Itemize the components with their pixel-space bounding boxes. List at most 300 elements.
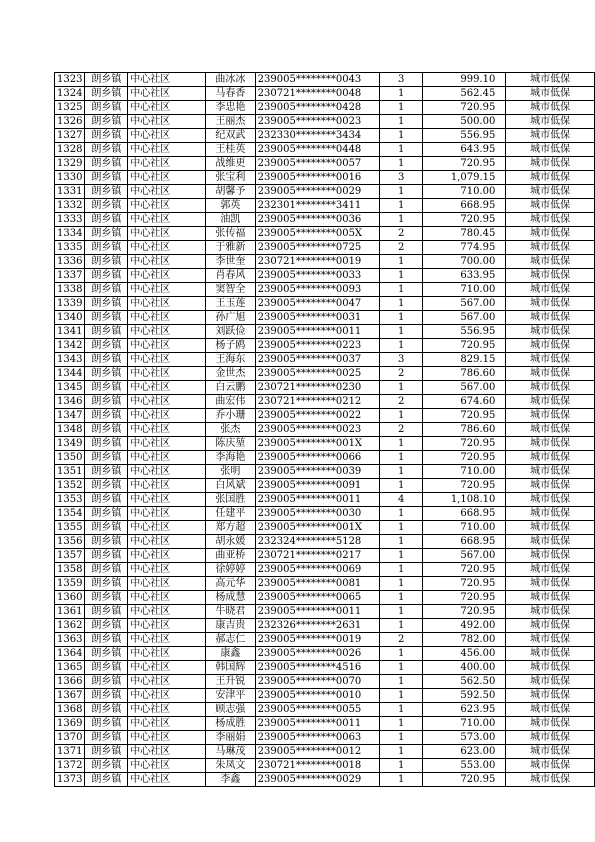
town-cell: 朗乡镇 bbox=[85, 129, 128, 143]
name-cell: 战维更 bbox=[206, 157, 256, 171]
row-number-cell: 1361 bbox=[55, 605, 85, 619]
name-cell: 王丽杰 bbox=[206, 115, 256, 129]
table-row bbox=[55, 437, 595, 451]
id-number-cell: 232301********3411 bbox=[255, 199, 380, 213]
name-cell: 陈庆堃 bbox=[206, 437, 256, 451]
id-number-cell: 239005********001X bbox=[255, 521, 380, 535]
household-size-cell: 1 bbox=[380, 759, 423, 773]
id-number-cell: 239005********0047 bbox=[255, 297, 380, 311]
amount-cell: 780.45 bbox=[423, 227, 506, 241]
community-cell: 中心社区 bbox=[128, 731, 206, 745]
amount-cell: 567.00 bbox=[423, 311, 506, 325]
row-number-cell: 1332 bbox=[55, 199, 85, 213]
id-number-cell: 230721********0018 bbox=[255, 759, 380, 773]
community-cell: 中心社区 bbox=[128, 367, 206, 381]
id-number-cell: 239005********0011 bbox=[255, 493, 380, 507]
household-size-cell: 4 bbox=[380, 493, 423, 507]
row-number-cell: 1367 bbox=[55, 689, 85, 703]
town-cell: 朗乡镇 bbox=[85, 633, 128, 647]
town-cell: 朗乡镇 bbox=[85, 535, 128, 549]
household-size-cell: 1 bbox=[380, 465, 423, 479]
row-number-cell: 1350 bbox=[55, 451, 85, 465]
table-row bbox=[55, 619, 595, 633]
town-cell: 朗乡镇 bbox=[85, 381, 128, 395]
row-number-cell: 1357 bbox=[55, 549, 85, 563]
table-row bbox=[55, 269, 595, 283]
amount-cell: 720.95 bbox=[423, 437, 506, 451]
row-number-cell: 1337 bbox=[55, 269, 85, 283]
row-number-cell: 1333 bbox=[55, 213, 85, 227]
community-cell: 中心社区 bbox=[128, 199, 206, 213]
household-size-cell: 1 bbox=[380, 115, 423, 129]
name-cell: 高元华 bbox=[206, 577, 256, 591]
community-cell: 中心社区 bbox=[128, 759, 206, 773]
id-number-cell: 239005********0033 bbox=[255, 269, 380, 283]
community-cell: 中心社区 bbox=[128, 339, 206, 353]
household-size-cell: 1 bbox=[380, 717, 423, 731]
name-cell: 杨成胜 bbox=[206, 717, 256, 731]
household-size-cell: 1 bbox=[380, 157, 423, 171]
community-cell: 中心社区 bbox=[128, 269, 206, 283]
amount-cell: 720.95 bbox=[423, 591, 506, 605]
household-size-cell: 1 bbox=[380, 703, 423, 717]
household-size-cell: 1 bbox=[380, 773, 423, 787]
table-row bbox=[55, 241, 595, 255]
household-size-cell: 2 bbox=[380, 423, 423, 437]
category-cell: 城市低保 bbox=[506, 437, 595, 451]
table-row bbox=[55, 647, 595, 661]
household-size-cell: 1 bbox=[380, 129, 423, 143]
id-number-cell: 239005********0023 bbox=[255, 423, 380, 437]
id-number-cell: 239005********0012 bbox=[255, 745, 380, 759]
town-cell: 朗乡镇 bbox=[85, 325, 128, 339]
table-row bbox=[55, 115, 595, 129]
id-number-cell: 239005********0037 bbox=[255, 353, 380, 367]
row-number-cell: 1344 bbox=[55, 367, 85, 381]
category-cell: 城市低保 bbox=[506, 297, 595, 311]
row-number-cell: 1323 bbox=[55, 73, 85, 87]
town-cell: 朗乡镇 bbox=[85, 703, 128, 717]
amount-cell: 623.95 bbox=[423, 703, 506, 717]
name-cell: 胡馨予 bbox=[206, 185, 256, 199]
community-cell: 中心社区 bbox=[128, 745, 206, 759]
category-cell: 城市低保 bbox=[506, 255, 595, 269]
name-cell: 白风斌 bbox=[206, 479, 256, 493]
category-cell: 城市低保 bbox=[506, 199, 595, 213]
name-cell: 孙广旭 bbox=[206, 311, 256, 325]
table-row bbox=[55, 731, 595, 745]
community-cell: 中心社区 bbox=[128, 283, 206, 297]
table-row bbox=[55, 675, 595, 689]
table-row bbox=[55, 367, 595, 381]
amount-cell: 562.45 bbox=[423, 87, 506, 101]
row-number-cell: 1356 bbox=[55, 535, 85, 549]
category-cell: 城市低保 bbox=[506, 451, 595, 465]
town-cell: 朗乡镇 bbox=[85, 241, 128, 255]
id-number-cell: 230721********0217 bbox=[255, 549, 380, 563]
category-cell: 城市低保 bbox=[506, 479, 595, 493]
name-cell: 马春香 bbox=[206, 87, 256, 101]
table-row bbox=[55, 661, 595, 675]
row-number-cell: 1331 bbox=[55, 185, 85, 199]
name-cell: 曲亚桥 bbox=[206, 549, 256, 563]
id-number-cell: 232324********5128 bbox=[255, 535, 380, 549]
name-cell: 王升锐 bbox=[206, 675, 256, 689]
table-row bbox=[55, 773, 595, 787]
amount-cell: 710.00 bbox=[423, 283, 506, 297]
table-row bbox=[55, 353, 595, 367]
category-cell: 城市低保 bbox=[506, 129, 595, 143]
name-cell: 顾志强 bbox=[206, 703, 256, 717]
community-cell: 中心社区 bbox=[128, 521, 206, 535]
id-number-cell: 239005********0223 bbox=[255, 339, 380, 353]
community-cell: 中心社区 bbox=[128, 101, 206, 115]
name-cell: 曲冰冰 bbox=[206, 73, 256, 87]
name-cell: 纪双武 bbox=[206, 129, 256, 143]
category-cell: 城市低保 bbox=[506, 507, 595, 521]
amount-cell: 720.95 bbox=[423, 577, 506, 591]
household-size-cell: 1 bbox=[380, 283, 423, 297]
household-size-cell: 1 bbox=[380, 143, 423, 157]
table-row bbox=[55, 185, 595, 199]
row-number-cell: 1346 bbox=[55, 395, 85, 409]
amount-cell: 720.95 bbox=[423, 409, 506, 423]
amount-cell: 710.00 bbox=[423, 521, 506, 535]
category-cell: 城市低保 bbox=[506, 115, 595, 129]
category-cell: 城市低保 bbox=[506, 647, 595, 661]
row-number-cell: 1366 bbox=[55, 675, 85, 689]
town-cell: 朗乡镇 bbox=[85, 101, 128, 115]
household-size-cell: 1 bbox=[380, 381, 423, 395]
table-row bbox=[55, 507, 595, 521]
category-cell: 城市低保 bbox=[506, 619, 595, 633]
amount-cell: 400.00 bbox=[423, 661, 506, 675]
household-size-cell: 1 bbox=[380, 689, 423, 703]
row-number-cell: 1354 bbox=[55, 507, 85, 521]
table-row bbox=[55, 73, 595, 87]
name-cell: 朱凤文 bbox=[206, 759, 256, 773]
category-cell: 城市低保 bbox=[506, 745, 595, 759]
amount-cell: 1,079.15 bbox=[423, 171, 506, 185]
row-number-cell: 1338 bbox=[55, 283, 85, 297]
community-cell: 中心社区 bbox=[128, 227, 206, 241]
community-cell: 中心社区 bbox=[128, 535, 206, 549]
amount-cell: 668.95 bbox=[423, 199, 506, 213]
town-cell: 朗乡镇 bbox=[85, 591, 128, 605]
household-size-cell: 1 bbox=[380, 619, 423, 633]
community-cell: 中心社区 bbox=[128, 381, 206, 395]
row-number-cell: 1347 bbox=[55, 409, 85, 423]
category-cell: 城市低保 bbox=[506, 591, 595, 605]
id-number-cell: 239005********0026 bbox=[255, 647, 380, 661]
category-cell: 城市低保 bbox=[506, 311, 595, 325]
household-size-cell: 1 bbox=[380, 269, 423, 283]
id-number-cell: 230721********0230 bbox=[255, 381, 380, 395]
relief-roster-table bbox=[54, 72, 595, 787]
table-row bbox=[55, 451, 595, 465]
household-size-cell: 1 bbox=[380, 675, 423, 689]
row-number-cell: 1329 bbox=[55, 157, 85, 171]
household-size-cell: 1 bbox=[380, 311, 423, 325]
household-size-cell: 3 bbox=[380, 171, 423, 185]
town-cell: 朗乡镇 bbox=[85, 353, 128, 367]
town-cell: 朗乡镇 bbox=[85, 689, 128, 703]
row-number-cell: 1328 bbox=[55, 143, 85, 157]
category-cell: 城市低保 bbox=[506, 535, 595, 549]
row-number-cell: 1351 bbox=[55, 465, 85, 479]
category-cell: 城市低保 bbox=[506, 157, 595, 171]
household-size-cell: 1 bbox=[380, 297, 423, 311]
table-row bbox=[55, 325, 595, 339]
id-number-cell: 239005********0081 bbox=[255, 577, 380, 591]
town-cell: 朗乡镇 bbox=[85, 185, 128, 199]
community-cell: 中心社区 bbox=[128, 395, 206, 409]
table-row bbox=[55, 227, 595, 241]
row-number-cell: 1348 bbox=[55, 423, 85, 437]
amount-cell: 720.95 bbox=[423, 563, 506, 577]
community-cell: 中心社区 bbox=[128, 479, 206, 493]
household-size-cell: 1 bbox=[380, 745, 423, 759]
household-size-cell: 1 bbox=[380, 101, 423, 115]
community-cell: 中心社区 bbox=[128, 143, 206, 157]
category-cell: 城市低保 bbox=[506, 227, 595, 241]
table-row bbox=[55, 633, 595, 647]
table-row bbox=[55, 605, 595, 619]
community-cell: 中心社区 bbox=[128, 311, 206, 325]
name-cell: 窦智全 bbox=[206, 283, 256, 297]
category-cell: 城市低保 bbox=[506, 241, 595, 255]
community-cell: 中心社区 bbox=[128, 409, 206, 423]
id-number-cell: 239005********0023 bbox=[255, 115, 380, 129]
town-cell: 朗乡镇 bbox=[85, 297, 128, 311]
id-number-cell: 232330********3434 bbox=[255, 129, 380, 143]
id-number-cell: 239005********0030 bbox=[255, 507, 380, 521]
household-size-cell: 1 bbox=[380, 577, 423, 591]
name-cell: 马琳茂 bbox=[206, 745, 256, 759]
household-size-cell: 1 bbox=[380, 507, 423, 521]
category-cell: 城市低保 bbox=[506, 171, 595, 185]
household-size-cell: 1 bbox=[380, 521, 423, 535]
id-number-cell: 239005********001X bbox=[255, 437, 380, 451]
household-size-cell: 1 bbox=[380, 255, 423, 269]
row-number-cell: 1335 bbox=[55, 241, 85, 255]
amount-cell: 562.50 bbox=[423, 675, 506, 689]
amount-cell: 623.00 bbox=[423, 745, 506, 759]
town-cell: 朗乡镇 bbox=[85, 213, 128, 227]
amount-cell: 1,108.10 bbox=[423, 493, 506, 507]
table-row bbox=[55, 717, 595, 731]
category-cell: 城市低保 bbox=[506, 339, 595, 353]
community-cell: 中心社区 bbox=[128, 661, 206, 675]
town-cell: 朗乡镇 bbox=[85, 143, 128, 157]
amount-cell: 668.95 bbox=[423, 507, 506, 521]
community-cell: 中心社区 bbox=[128, 325, 206, 339]
amount-cell: 592.50 bbox=[423, 689, 506, 703]
amount-cell: 782.00 bbox=[423, 633, 506, 647]
town-cell: 朗乡镇 bbox=[85, 367, 128, 381]
row-number-cell: 1369 bbox=[55, 717, 85, 731]
id-number-cell: 239005********0019 bbox=[255, 633, 380, 647]
amount-cell: 633.95 bbox=[423, 269, 506, 283]
household-size-cell: 2 bbox=[380, 227, 423, 241]
row-number-cell: 1327 bbox=[55, 129, 85, 143]
id-number-cell: 239005********0066 bbox=[255, 451, 380, 465]
town-cell: 朗乡镇 bbox=[85, 661, 128, 675]
id-number-cell: 239005********005X bbox=[255, 227, 380, 241]
id-number-cell: 230721********0048 bbox=[255, 87, 380, 101]
name-cell: 白云鹏 bbox=[206, 381, 256, 395]
id-number-cell: 239005********0031 bbox=[255, 311, 380, 325]
name-cell: 郭英 bbox=[206, 199, 256, 213]
household-size-cell: 1 bbox=[380, 213, 423, 227]
row-number-cell: 1362 bbox=[55, 619, 85, 633]
amount-cell: 643.95 bbox=[423, 143, 506, 157]
town-cell: 朗乡镇 bbox=[85, 199, 128, 213]
name-cell: 于雅新 bbox=[206, 241, 256, 255]
table-row bbox=[55, 339, 595, 353]
town-cell: 朗乡镇 bbox=[85, 549, 128, 563]
amount-cell: 720.95 bbox=[423, 451, 506, 465]
amount-cell: 567.00 bbox=[423, 381, 506, 395]
name-cell: 油凯 bbox=[206, 213, 256, 227]
town-cell: 朗乡镇 bbox=[85, 157, 128, 171]
amount-cell: 786.60 bbox=[423, 367, 506, 381]
amount-cell: 720.95 bbox=[423, 101, 506, 115]
table-row bbox=[55, 423, 595, 437]
town-cell: 朗乡镇 bbox=[85, 731, 128, 745]
table-row bbox=[55, 745, 595, 759]
category-cell: 城市低保 bbox=[506, 185, 595, 199]
amount-cell: 567.00 bbox=[423, 297, 506, 311]
amount-cell: 720.95 bbox=[423, 213, 506, 227]
town-cell: 朗乡镇 bbox=[85, 717, 128, 731]
row-number-cell: 1370 bbox=[55, 731, 85, 745]
row-number-cell: 1353 bbox=[55, 493, 85, 507]
community-cell: 中心社区 bbox=[128, 647, 206, 661]
town-cell: 朗乡镇 bbox=[85, 423, 128, 437]
table-row bbox=[55, 689, 595, 703]
household-size-cell: 1 bbox=[380, 199, 423, 213]
amount-cell: 720.95 bbox=[423, 339, 506, 353]
community-cell: 中心社区 bbox=[128, 773, 206, 787]
household-size-cell: 2 bbox=[380, 395, 423, 409]
household-size-cell: 1 bbox=[380, 479, 423, 493]
town-cell: 朗乡镇 bbox=[85, 339, 128, 353]
category-cell: 城市低保 bbox=[506, 661, 595, 675]
name-cell: 李鑫 bbox=[206, 773, 256, 787]
row-number-cell: 1341 bbox=[55, 325, 85, 339]
amount-cell: 553.00 bbox=[423, 759, 506, 773]
town-cell: 朗乡镇 bbox=[85, 605, 128, 619]
amount-cell: 567.00 bbox=[423, 549, 506, 563]
amount-cell: 500.00 bbox=[423, 115, 506, 129]
town-cell: 朗乡镇 bbox=[85, 479, 128, 493]
community-cell: 中心社区 bbox=[128, 619, 206, 633]
id-number-cell: 239005********0428 bbox=[255, 101, 380, 115]
row-number-cell: 1326 bbox=[55, 115, 85, 129]
table-row bbox=[55, 563, 595, 577]
row-number-cell: 1340 bbox=[55, 311, 85, 325]
town-cell: 朗乡镇 bbox=[85, 563, 128, 577]
community-cell: 中心社区 bbox=[128, 465, 206, 479]
table-row bbox=[55, 157, 595, 171]
name-cell: 王桂英 bbox=[206, 143, 256, 157]
table-row bbox=[55, 199, 595, 213]
amount-cell: 720.95 bbox=[423, 773, 506, 787]
amount-cell: 720.95 bbox=[423, 479, 506, 493]
category-cell: 城市低保 bbox=[506, 689, 595, 703]
row-number-cell: 1371 bbox=[55, 745, 85, 759]
name-cell: 曲宏伟 bbox=[206, 395, 256, 409]
row-number-cell: 1352 bbox=[55, 479, 85, 493]
name-cell: 张明 bbox=[206, 465, 256, 479]
town-cell: 朗乡镇 bbox=[85, 675, 128, 689]
town-cell: 朗乡镇 bbox=[85, 465, 128, 479]
row-number-cell: 1343 bbox=[55, 353, 85, 367]
table-row bbox=[55, 213, 595, 227]
name-cell: 张宝利 bbox=[206, 171, 256, 185]
category-cell: 城市低保 bbox=[506, 577, 595, 591]
amount-cell: 573.00 bbox=[423, 731, 506, 745]
id-number-cell: 239005********0725 bbox=[255, 241, 380, 255]
household-size-cell: 1 bbox=[380, 731, 423, 745]
category-cell: 城市低保 bbox=[506, 381, 595, 395]
category-cell: 城市低保 bbox=[506, 353, 595, 367]
household-size-cell: 1 bbox=[380, 647, 423, 661]
id-number-cell: 232326********2631 bbox=[255, 619, 380, 633]
row-number-cell: 1358 bbox=[55, 563, 85, 577]
row-number-cell: 1334 bbox=[55, 227, 85, 241]
community-cell: 中心社区 bbox=[128, 255, 206, 269]
amount-cell: 774.95 bbox=[423, 241, 506, 255]
household-size-cell: 3 bbox=[380, 73, 423, 87]
name-cell: 康吉贵 bbox=[206, 619, 256, 633]
category-cell: 城市低保 bbox=[506, 143, 595, 157]
amount-cell: 786.60 bbox=[423, 423, 506, 437]
table-row bbox=[55, 549, 595, 563]
id-number-cell: 239005********0069 bbox=[255, 563, 380, 577]
community-cell: 中心社区 bbox=[128, 73, 206, 87]
household-size-cell: 2 bbox=[380, 367, 423, 381]
town-cell: 朗乡镇 bbox=[85, 451, 128, 465]
id-number-cell: 239005********0039 bbox=[255, 465, 380, 479]
id-number-cell: 239005********0016 bbox=[255, 171, 380, 185]
community-cell: 中心社区 bbox=[128, 549, 206, 563]
town-cell: 朗乡镇 bbox=[85, 311, 128, 325]
amount-cell: 556.95 bbox=[423, 325, 506, 339]
name-cell: 郑方超 bbox=[206, 521, 256, 535]
town-cell: 朗乡镇 bbox=[85, 507, 128, 521]
id-number-cell: 239005********0043 bbox=[255, 73, 380, 87]
row-number-cell: 1360 bbox=[55, 591, 85, 605]
name-cell: 刘跃俭 bbox=[206, 325, 256, 339]
table-row bbox=[55, 759, 595, 773]
town-cell: 朗乡镇 bbox=[85, 255, 128, 269]
community-cell: 中心社区 bbox=[128, 717, 206, 731]
id-number-cell: 239005********0055 bbox=[255, 703, 380, 717]
town-cell: 朗乡镇 bbox=[85, 283, 128, 297]
community-cell: 中心社区 bbox=[128, 115, 206, 129]
table-row bbox=[55, 591, 595, 605]
table-row bbox=[55, 87, 595, 101]
name-cell: 乔小珊 bbox=[206, 409, 256, 423]
table-row bbox=[55, 311, 595, 325]
amount-cell: 710.00 bbox=[423, 717, 506, 731]
household-size-cell: 1 bbox=[380, 87, 423, 101]
household-size-cell: 1 bbox=[380, 185, 423, 199]
category-cell: 城市低保 bbox=[506, 367, 595, 381]
community-cell: 中心社区 bbox=[128, 87, 206, 101]
